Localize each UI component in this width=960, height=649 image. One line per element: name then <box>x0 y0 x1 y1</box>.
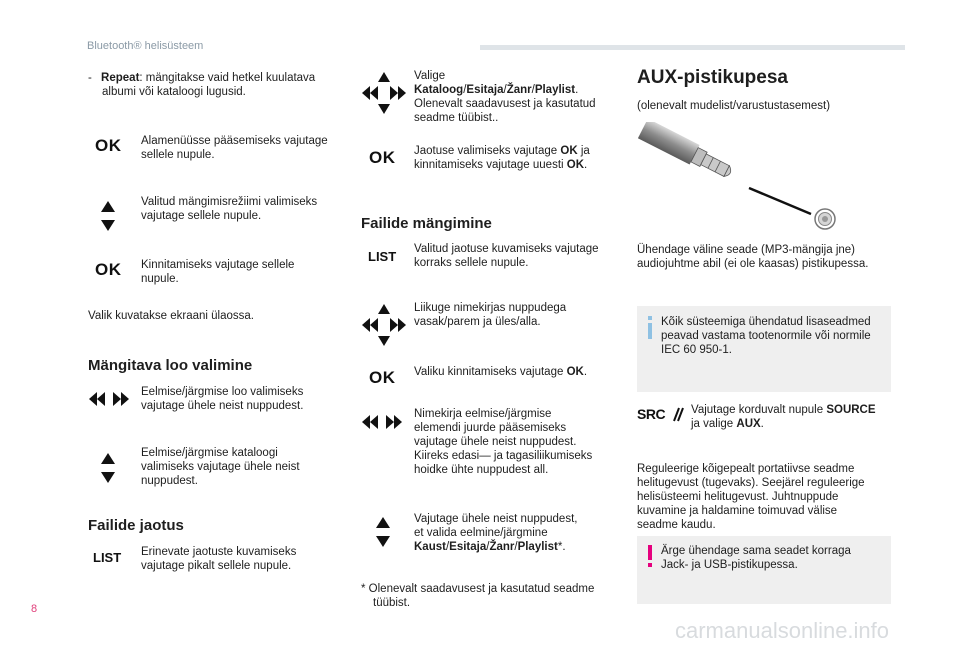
ok3-text-1b: OK <box>560 145 578 157</box>
warning-text-1: Ärge ühendage sama seadet korraga <box>661 545 851 557</box>
cross2-description <box>414 301 624 329</box>
header-title: Bluetooth® helisüsteem <box>87 40 204 52</box>
ok2-description <box>141 258 351 286</box>
four-way-arrows-icon <box>361 71 407 115</box>
section-title-file-sort: Failide jaotus <box>88 517 184 534</box>
ud2-option-3: Žanr <box>489 541 515 553</box>
arrows1-description <box>141 195 351 223</box>
ok1-text-1: Alamenüüsse pääsemiseks vajutage <box>141 135 328 147</box>
lr2-text-1: Nimekirja eelmise/järgmise <box>414 408 552 420</box>
ud1-description <box>141 446 351 488</box>
lr1-description <box>141 385 351 413</box>
sep: / <box>503 84 507 96</box>
list2-description <box>414 242 624 270</box>
ud1-text-2: valimiseks vajutage ühele neist <box>141 461 300 473</box>
ok3-text-1c: ja <box>577 145 590 157</box>
cross1-option-4: Playlist <box>534 84 576 96</box>
cross1-text-1: Valige <box>414 70 446 82</box>
lr2-description <box>414 407 629 477</box>
sep: / <box>531 84 535 96</box>
ok4-text-a: Valiku kinnitamiseks vajutage <box>414 366 567 378</box>
src-text-1b: SOURCE <box>826 404 876 416</box>
warning-icon-dot <box>648 563 652 567</box>
list-button-icon: LIST <box>368 249 397 264</box>
ok3-description <box>414 144 624 172</box>
lr2-text-5: hoidke ühte nuppudest all. <box>414 464 549 476</box>
ok1-text-2: sellele nupule. <box>141 149 215 161</box>
up-down-arrows-icon <box>99 199 117 233</box>
ok-button-icon: OK <box>95 260 122 279</box>
ud2-option-2: Esitaja <box>449 541 487 553</box>
ok-button-icon: OK <box>369 368 396 387</box>
footnote-line-2: tüübist. <box>373 597 411 609</box>
src-text-2b: AUX <box>736 418 761 430</box>
sep: / <box>445 541 450 553</box>
page-number: 8 <box>31 603 38 615</box>
info-text-2: peavad vastama tootenormile või normile <box>661 330 871 342</box>
list2-text-1: Valitud jaotuse kuvamiseks vajutage <box>414 243 599 255</box>
screen-note: Valik kuvatakse ekraani ülaossa. <box>88 310 254 322</box>
lr1-text-2: vajutage ühele neist nuppudest. <box>141 400 304 412</box>
footnote-line-1: * Olenevalt saadavusest ja kasutatud seadme <box>361 583 595 595</box>
aux-title: AUX-pistikupesa <box>637 67 788 88</box>
sep: / <box>463 84 467 96</box>
adjust-text-2: helitugevust (tugevaks). Seejärel reguleerige <box>637 477 865 489</box>
cross2-text-2: vasak/parem ja üles/alla. <box>414 316 541 328</box>
end: *. <box>557 541 566 553</box>
list1-text-2: vajutage pikalt sellele nupule. <box>141 560 292 572</box>
left-right-arrows-icon <box>88 391 130 407</box>
src-text-2c: . <box>760 418 764 430</box>
warning-icon <box>645 545 655 571</box>
list2-text-2: korraks sellele nupule. <box>414 257 529 269</box>
cross1-text-4: seadme tüübist.. <box>414 112 499 124</box>
connect-text-1: Ühendage väline seade (MP3-mängija jne) <box>637 244 855 256</box>
list1-text-1: Erinevate jaotuste kuvamiseks <box>141 546 297 558</box>
src-description <box>691 403 901 431</box>
repeat-dash: - <box>88 72 92 84</box>
watermark-text: carmanualsonline.info <box>675 618 890 643</box>
ud2-text-1: Vajutage ühele neist nuppudest, <box>414 513 578 525</box>
ok4-text-c: . <box>583 366 588 378</box>
header-bar <box>480 45 905 50</box>
lr2-text-4: Kiireks edasi— ja tagasiliikumiseks <box>414 450 593 462</box>
adjust-text-5: seadme kaudu. <box>637 519 716 531</box>
adjust-text-1: Reguleerige kõigepealt portatiivse seadme <box>637 463 855 475</box>
up-down-arrows-icon <box>99 451 117 485</box>
cross1-description <box>414 69 624 125</box>
warning-text-2: Jack- ja USB-pistikupessa. <box>661 559 798 571</box>
cross1-option-3: Žanr <box>506 84 532 96</box>
ok-button-icon: OK <box>95 136 122 155</box>
repeat-text: : mängitakse vaid hetkel kuulatava <box>139 72 316 84</box>
jack-plug-illustration <box>637 122 847 230</box>
ok4-text-b: OK <box>566 366 584 378</box>
ud2-text-2: et valida eelmine/järgmine <box>414 527 548 539</box>
src-label: SRC <box>637 406 666 422</box>
src-slash-icon <box>672 406 684 422</box>
list1-description <box>141 545 351 573</box>
ud1-text-1: Eelmise/järgmise kataloogi <box>141 447 278 459</box>
ud1-text-3: nuppudest. <box>141 475 198 487</box>
repeat-item <box>88 71 348 99</box>
adjust-text-3: helisüsteemi helitugevust. Juhtnuppude <box>637 491 839 503</box>
info-icon-dot <box>648 316 652 320</box>
src-button-icon <box>637 406 685 426</box>
ok4-description <box>414 365 624 379</box>
info-text-3: IEC 60 950-1. <box>661 344 732 356</box>
info-icon <box>645 316 655 342</box>
cross1-option-1: Kataloog <box>414 84 464 96</box>
left-right-arrows-icon <box>361 414 403 430</box>
info-text-1: Kõik süsteemiga ühendatud lisaseadmed <box>661 316 871 328</box>
section-title-track-selection: Mängitava loo valimine <box>88 357 253 374</box>
four-way-arrows-icon <box>361 303 407 347</box>
sep: / <box>514 541 518 553</box>
aux-subtitle: (olenevalt mudelist/varustustasemest) <box>637 100 831 112</box>
arrows1-text-2: vajutage sellele nupule. <box>141 210 262 222</box>
repeat-text-2: albumi või kataloogi lugusid. <box>102 86 246 98</box>
cross1-option-2: Esitaja <box>466 84 504 96</box>
lr1-text-1: Eelmise/järgmise loo valimiseks <box>141 386 304 398</box>
lr2-text-3: vajutage ühele neist nuppudest. <box>414 436 577 448</box>
cross1-text-3: Olenevalt saadavusest ja kasutatud <box>414 98 596 110</box>
repeat-label: Repeat <box>101 72 140 84</box>
info-icon-stem <box>648 323 652 339</box>
ok3-text-2a: kinnitamiseks vajutage uuesti <box>414 159 567 171</box>
ok1-description <box>141 134 351 162</box>
ok-button-icon: OK <box>369 148 396 167</box>
adjust-text-4: kuvamine ja haldamine toimuvad välise <box>637 505 838 517</box>
info-text <box>661 315 886 357</box>
connect-description <box>637 243 897 271</box>
ok2-text-2: nupule. <box>141 273 179 285</box>
ud2-option-1: Kaust <box>414 541 446 553</box>
list-button-icon: LIST <box>93 550 122 565</box>
adjust-description <box>637 462 902 532</box>
ok2-text-1: Kinnitamiseks vajutage sellele <box>141 259 295 271</box>
arrows1-text-1: Valitud mängimisrežiimi valimiseks <box>141 196 318 208</box>
connect-text-2: audiojuhtme abil (ei ole kaasas) pistikupessa. <box>637 258 869 270</box>
sep: / <box>486 541 490 553</box>
warning-icon-stem <box>648 545 652 560</box>
warning-text <box>661 544 886 572</box>
dot: . <box>575 84 579 96</box>
src-text-1a: Vajutage korduvalt nupule <box>691 404 827 416</box>
lr2-text-2: elemendi juurde pääsemiseks <box>414 422 567 434</box>
footnote <box>361 582 626 610</box>
up-down-arrows-icon <box>374 515 392 549</box>
ok3-text-2c: . <box>584 159 588 171</box>
ok3-text-2b: OK <box>566 159 585 171</box>
ok3-text-1a: Jaotuse valimiseks vajutage <box>414 145 561 157</box>
cross2-text-1: Liikuge nimekirjas nuppudega <box>414 302 567 314</box>
ud2-description <box>414 512 629 554</box>
ud2-option-4: Playlist <box>517 541 558 553</box>
section-title-file-playback: Failide mängimine <box>361 215 492 232</box>
src-text-2a: ja valige <box>691 418 737 430</box>
